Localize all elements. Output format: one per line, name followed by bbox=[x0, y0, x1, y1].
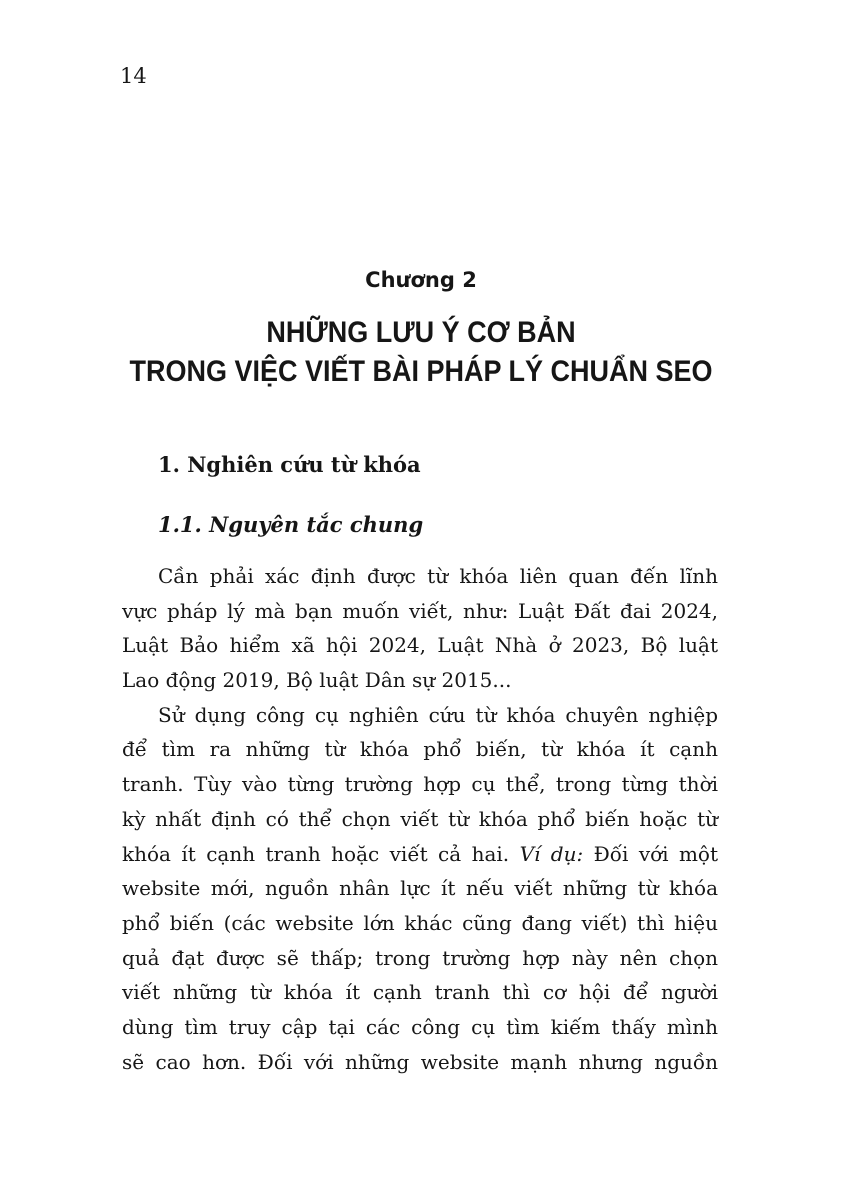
paragraph-line: website mới, nguồn nhân lực ít nếu viết những từ khóa bbox=[122, 876, 718, 901]
paragraph-line: Lao động 2019, Bộ luật Dân sự 2015... bbox=[122, 668, 512, 693]
body-text bbox=[122, 559, 718, 1079]
paragraph-line: phổ biến (các website lớn khác cũng đang viết) thì hiệu bbox=[122, 910, 718, 935]
example-label: Ví dụ: bbox=[519, 841, 584, 866]
chapter-title bbox=[42, 313, 800, 391]
paragraph-line: viết những từ khóa ít cạnh tranh thì cơ hội để người bbox=[122, 980, 718, 1005]
chapter-title-line: NHỮNG LƯU Ý CƠ BẢN bbox=[266, 316, 576, 349]
paragraph-line: để tìm ra những từ khóa phổ biến, từ khóa ít cạnh bbox=[122, 737, 718, 762]
section-heading: 1. Nghiên cứu từ khóa bbox=[158, 452, 421, 477]
page-number: 14 bbox=[120, 64, 147, 88]
paragraph-line: dùng tìm truy cập tại các công cụ tìm kiếm thấy mình bbox=[122, 1014, 718, 1039]
paragraph-line bbox=[122, 837, 718, 872]
paragraph-line: sẽ cao hơn. Đối với những website mạnh nhưng nguồn bbox=[122, 1049, 718, 1074]
chapter-title-line: TRONG VIỆC VIẾT BÀI PHÁP LÝ CHUẨN SEO bbox=[129, 355, 713, 388]
paragraph-line: kỳ nhất định có thể chọn viết từ khóa phổ biến hoặc từ bbox=[122, 806, 718, 831]
paragraph-line: quả đạt được sẽ thấp; trong trường hợp này nên chọn bbox=[122, 945, 718, 970]
text-run: Đối với một bbox=[583, 841, 718, 866]
paragraph-line: vực pháp lý mà bạn muốn viết, như: Luật Đất đai 2024, bbox=[122, 598, 718, 623]
paragraph-line: Sử dụng công cụ nghiên cứu từ khóa chuyên nghiệp bbox=[158, 702, 718, 727]
text-run: khóa ít cạnh tranh hoặc viết cả hai. bbox=[122, 841, 520, 866]
subsection-heading: 1.1. Nguyên tắc chung bbox=[158, 512, 424, 537]
paragraph-line: Luật Bảo hiểm xã hội 2024, Luật Nhà ở 2023, Bộ luật bbox=[122, 633, 718, 658]
paragraph-line: tranh. Tùy vào từng trường hợp cụ thể, trong từng thời bbox=[122, 772, 718, 797]
paragraph-line: Cần phải xác định được từ khóa liên quan đến lĩnh bbox=[158, 564, 718, 588]
chapter-label: Chương 2 bbox=[365, 268, 477, 292]
